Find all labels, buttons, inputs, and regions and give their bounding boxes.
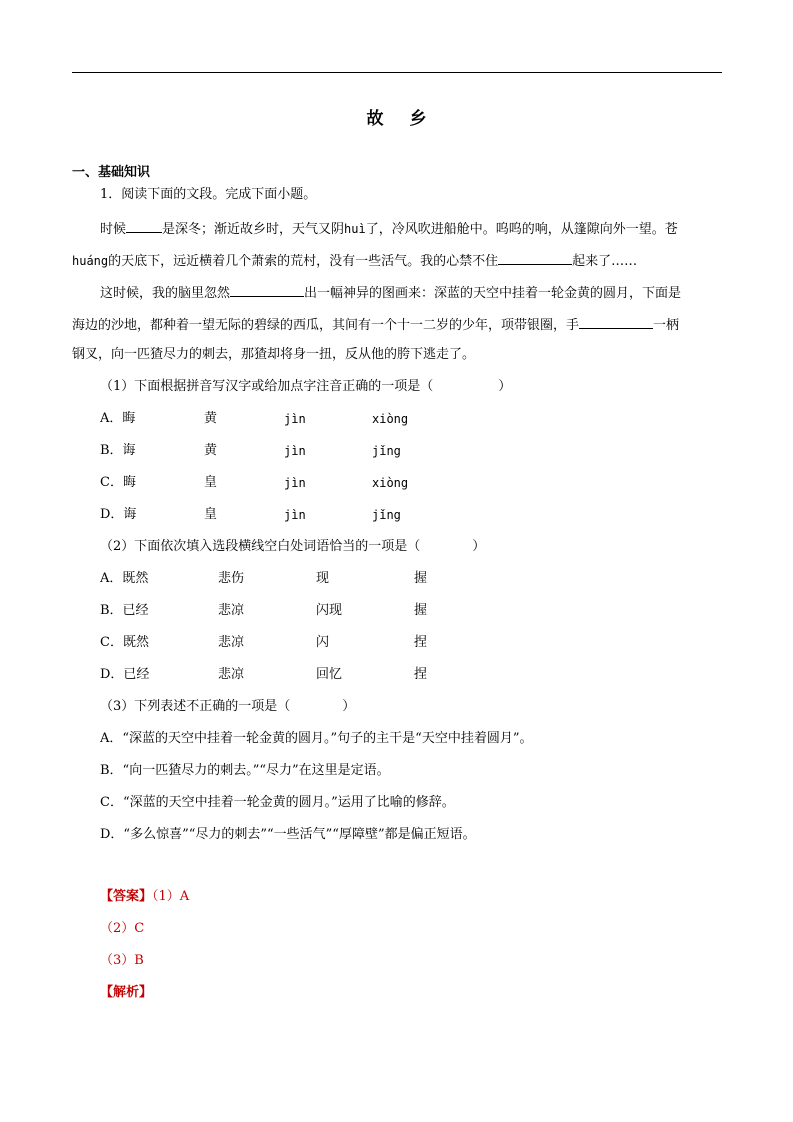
option-cell: 握 <box>414 571 428 586</box>
option-label: A．既然 <box>100 571 149 586</box>
passage-text: 海边的沙地，都种着一望无际的碧绿的西瓜，其间有一个十一二岁的少年，项带银圈，手 <box>72 318 580 333</box>
option-cell: 悲伤 <box>218 571 245 586</box>
option-cell: jǐng <box>372 508 401 522</box>
q3-option-b: B．“向一匹猹尽力的刺去。”“尽力”在这里是定语。 <box>100 763 390 778</box>
option-label: C．既然 <box>100 635 149 650</box>
option-cell: jìn <box>284 412 306 426</box>
option-cell: jìn <box>284 476 306 490</box>
option-cell: jìn <box>284 444 306 458</box>
document-title: 故乡 <box>366 109 453 129</box>
header-rule <box>72 72 722 73</box>
fill-blank-2 <box>498 250 572 265</box>
passage-text: 是深冬；渐近故乡时，天气又阴 <box>162 222 345 237</box>
answer-2: （2）C <box>100 921 145 936</box>
option-label: B．已经 <box>100 603 149 618</box>
option-cell: 捏 <box>414 635 428 650</box>
passage-text: 时候 <box>100 222 127 237</box>
fill-blank-4 <box>579 314 653 329</box>
passage-text: 这时候，我的脑里忽然 <box>100 286 231 301</box>
passage-text: 出一幅神异的图画来：深蓝的天空中挂着一轮金黄的圆月，下面是 <box>304 286 682 301</box>
passage-text: 起来了…… <box>572 254 638 269</box>
option-cell: 捏 <box>414 667 428 682</box>
q2-stem: （2）下面依次填入选段横线空白处词语恰当的一项是（ ） <box>100 539 486 554</box>
passage-line-2 <box>72 250 732 271</box>
option-cell: 悲凉 <box>218 635 245 650</box>
passage-text: 的天底下，远近横着几个萧索的荒村，没有一些活气。我的心禁不住 <box>108 254 499 269</box>
passage-text: 了，冷风吹进船舱中。呜呜的响，从篷隙向外一望。苍 <box>365 222 678 237</box>
section-heading: 一、基础知识 <box>72 165 151 180</box>
option-cell: 皇 <box>204 475 218 490</box>
q3-stem: （3）下列表述不正确的一项是（ ） <box>100 699 356 714</box>
option-cell: 回忆 <box>316 667 343 682</box>
passage-line-1 <box>100 218 760 239</box>
option-cell: 闪现 <box>316 603 343 618</box>
q1-stem: （1）下面根据拼音写汉字或给加点字注音正确的一项是（ ） <box>100 379 512 394</box>
analysis-label: 【解析】 <box>100 985 153 1000</box>
option-cell: 现 <box>316 571 330 586</box>
option-cell: 闪 <box>316 635 330 650</box>
q3-option-d: D．“多么惊喜”“尽力的刺去”“一些活气”“厚障壁”都是偏正短语。 <box>100 827 476 842</box>
fill-blank-3 <box>230 282 304 297</box>
option-cell: 皇 <box>204 507 218 522</box>
option-label: D．已经 <box>100 667 150 682</box>
fill-blank-1 <box>126 218 162 233</box>
option-cell: jìn <box>284 508 306 522</box>
answer-line-1 <box>100 888 760 906</box>
q3-option-c: C．“深蓝的天空中挂着一轮金黄的圆月。”运用了比喻的修辞。 <box>100 795 455 810</box>
passage-text: 一柄 <box>653 318 680 333</box>
option-label: A．晦 <box>100 411 136 426</box>
option-label: D．诲 <box>100 507 137 522</box>
option-cell: jǐng <box>372 444 401 458</box>
q3-option-a: A．“深蓝的天空中挂着一轮金黄的圆月。”句子的主干是“天空中挂着圆月”。 <box>100 731 533 746</box>
option-label: C．晦 <box>100 475 136 490</box>
passage-line-4 <box>72 314 732 335</box>
option-cell: 握 <box>414 603 428 618</box>
option-cell: xiòng <box>372 412 409 426</box>
pinyin-huang: huáng <box>72 254 109 268</box>
option-cell: 黄 <box>204 443 218 458</box>
option-label: B．诲 <box>100 443 136 458</box>
option-cell: 悲凉 <box>218 667 245 682</box>
answer-3: （3）B <box>100 953 144 968</box>
passage-line-5: 钢叉，向一匹猹尽力的刺去，那猹却将身一扭，反从他的胯下逃走了。 <box>72 347 476 362</box>
option-cell: xiòng <box>372 476 409 490</box>
question-intro: 1．阅读下面的文段。完成下面小题。 <box>100 187 317 202</box>
passage-line-3 <box>100 282 760 303</box>
option-cell: 悲凉 <box>218 603 245 618</box>
answer-1: （1）A <box>152 889 190 904</box>
pinyin-hui: huì <box>344 222 366 236</box>
answer-label: 【答案】 <box>100 889 153 904</box>
option-cell: 黄 <box>204 411 218 426</box>
